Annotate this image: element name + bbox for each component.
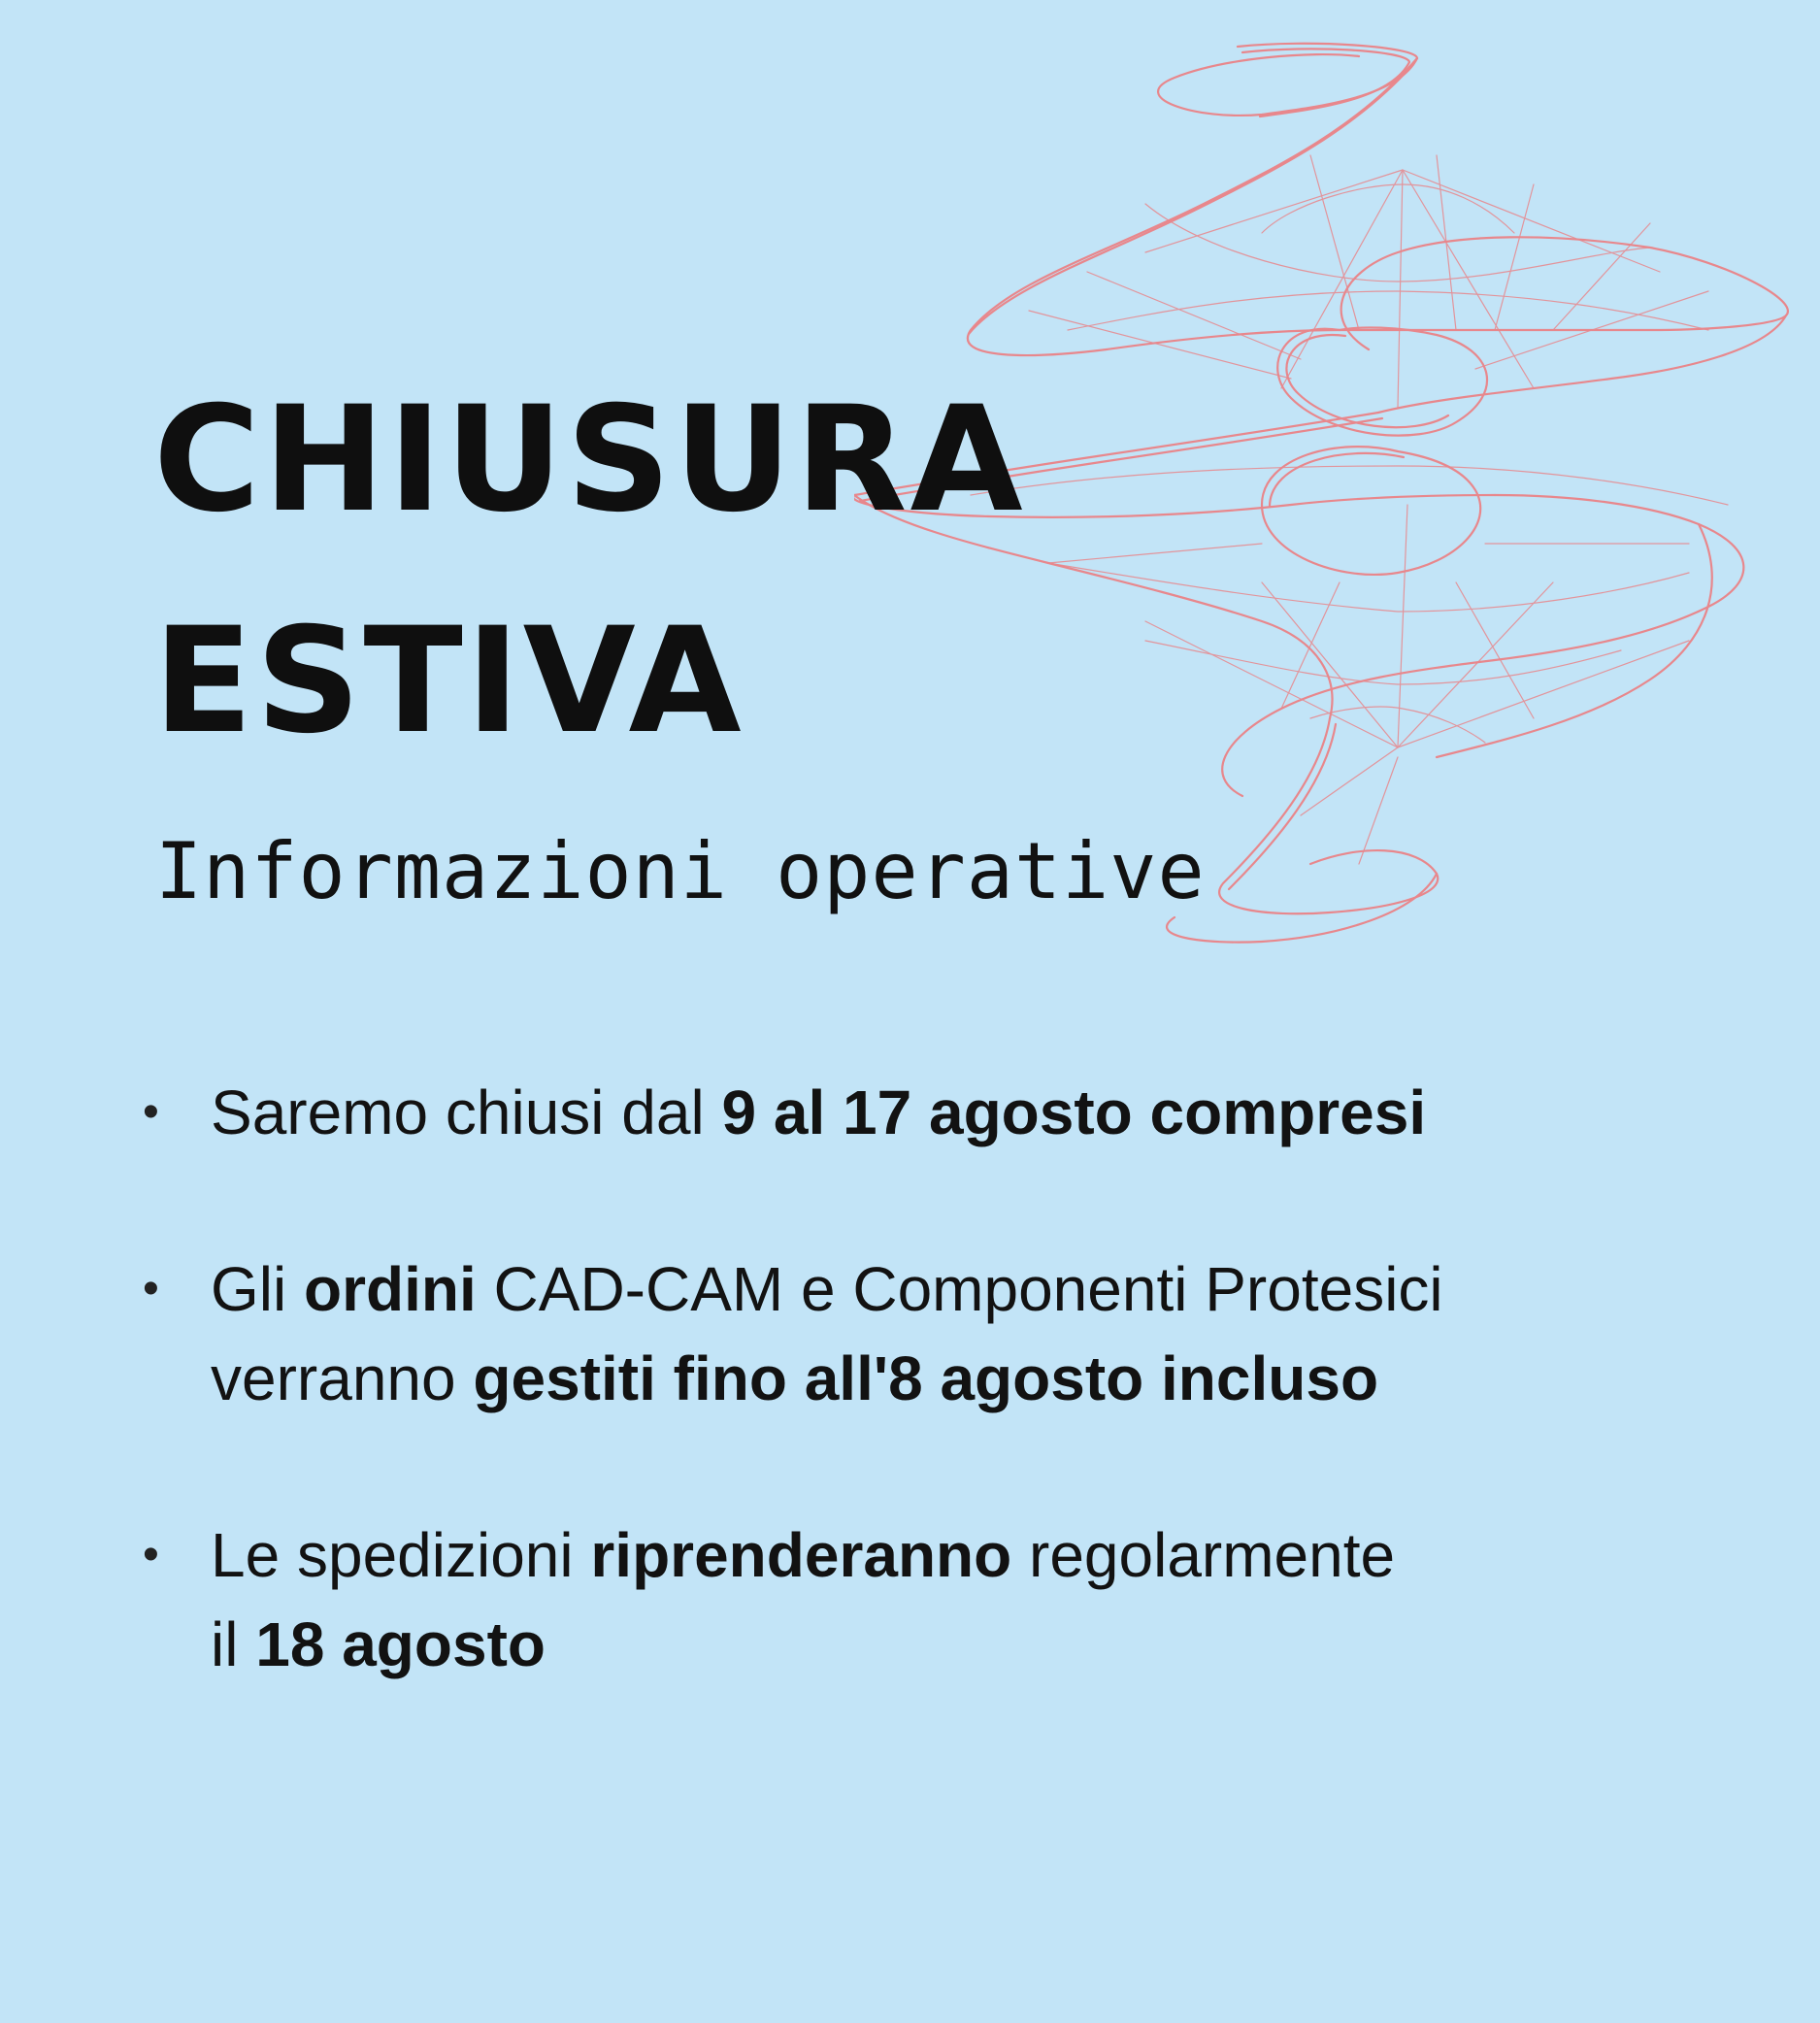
list-item-line — [211, 1600, 1742, 1689]
item-text: il — [211, 1609, 256, 1679]
bullet-icon: • — [143, 1529, 159, 1580]
list-item-line — [211, 1510, 1742, 1600]
item-bold-text: 9 al 17 agosto compresi — [721, 1078, 1427, 1147]
item-bold-text: ordini — [304, 1254, 477, 1324]
item-bold-text: riprenderanno — [590, 1520, 1012, 1590]
info-list — [141, 1068, 1742, 1776]
item-text: regolarmente — [1011, 1520, 1396, 1590]
list-item-orders — [141, 1244, 1742, 1423]
bullet-icon: • — [143, 1263, 159, 1314]
page-subtitle: Informazioni operative — [155, 826, 1206, 916]
item-bold-text: gestiti fino all'8 agosto incluso — [473, 1343, 1379, 1413]
item-text: Le spedizioni — [211, 1520, 591, 1590]
title-line-2: ESTIVA — [153, 597, 745, 766]
item-text: CAD-CAM e Componenti Protesici — [476, 1254, 1443, 1324]
list-item-line — [211, 1068, 1742, 1157]
item-text: verranno — [211, 1343, 474, 1413]
list-item-shipping — [141, 1510, 1742, 1689]
item-bold-text: 18 agosto — [255, 1609, 546, 1679]
page-title — [153, 349, 1026, 792]
title-line-1: CHIUSURA — [153, 376, 1026, 545]
list-item-line — [211, 1244, 1742, 1334]
list-item-line — [211, 1334, 1742, 1423]
item-text: Gli — [211, 1254, 304, 1324]
bullet-icon: • — [143, 1086, 159, 1138]
list-item-closure-dates — [141, 1068, 1742, 1157]
item-text: Saremo chiusi dal — [211, 1078, 722, 1147]
